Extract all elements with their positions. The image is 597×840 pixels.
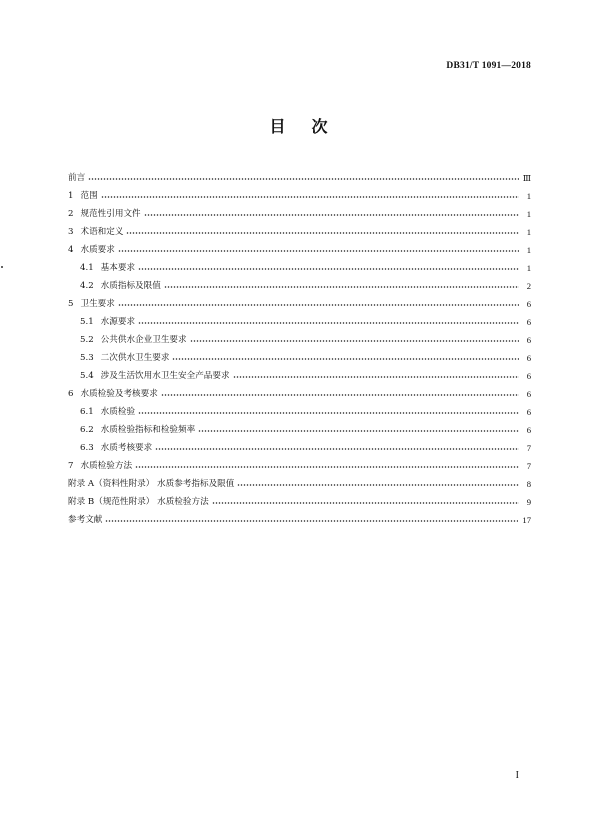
toc-leader-dots xyxy=(126,231,519,235)
toc-leader-dots xyxy=(138,267,519,271)
toc-entry-page: 6 xyxy=(526,299,531,309)
document-code: DB31/T 1091—2018 xyxy=(446,61,531,71)
toc-entry-text: 水质检验方法 xyxy=(80,461,133,471)
toc-entry-label xyxy=(80,281,164,291)
toc-entry-label xyxy=(68,515,105,525)
toc-entry-page: 8 xyxy=(526,479,531,489)
toc-entry-page: 1 xyxy=(526,245,531,255)
toc-entry-page: 6 xyxy=(526,389,531,399)
toc-entry[interactable] xyxy=(68,435,531,453)
toc-entry-label xyxy=(80,443,155,453)
toc-entry-text: 前言 xyxy=(68,173,86,183)
toc-entry-number: 3 xyxy=(68,227,74,237)
toc-entry-label xyxy=(68,479,237,489)
toc-entry-page: 7 xyxy=(526,443,531,453)
toc-entry-label xyxy=(68,191,101,201)
toc-entry-number: 5.1 xyxy=(80,317,94,327)
toc-entry-page: Ⅲ xyxy=(522,173,531,183)
toc-entry-text: 范围 xyxy=(80,191,98,201)
toc-entry-page: 1 xyxy=(526,263,531,273)
toc-entry-number: 6.1 xyxy=(80,407,94,417)
toc-entry-text: 基本要求 xyxy=(100,263,136,273)
table-of-contents xyxy=(68,165,531,525)
toc-leader-dots xyxy=(172,357,519,361)
toc-entry-text: 水质检验 xyxy=(100,407,136,417)
toc-entry-text: 规范性引用文件 xyxy=(80,209,141,219)
toc-entry-text: 公共供水企业卫生要求 xyxy=(100,335,187,345)
toc-entry-label xyxy=(80,371,233,381)
toc-entry-number: 6.3 xyxy=(80,443,94,453)
toc-entry-page: 6 xyxy=(526,353,531,363)
toc-entry[interactable] xyxy=(68,507,531,525)
toc-entry-text: 水质指标及限值 xyxy=(100,281,161,291)
toc-entry-text: 水质检验及考核要求 xyxy=(80,389,158,399)
toc-leader-dots xyxy=(88,177,519,181)
toc-leader-dots xyxy=(161,393,519,397)
toc-entry-text: 附录 A（资料性附录） 水质参考指标及限值 xyxy=(68,479,235,489)
toc-entry-label xyxy=(68,497,212,507)
toc-leader-dots xyxy=(118,249,519,253)
toc-entry-label xyxy=(80,263,138,273)
toc-entry[interactable] xyxy=(68,453,531,471)
toc-entry-text: 二次供水卫生要求 xyxy=(100,353,170,363)
toc-entry-label xyxy=(80,317,138,327)
toc-entry[interactable] xyxy=(68,489,531,507)
toc-entry[interactable] xyxy=(68,255,531,273)
toc-entry-text: 水质要求 xyxy=(80,245,115,255)
toc-entry-text: 卫生要求 xyxy=(80,299,115,309)
toc-entry-page: 6 xyxy=(526,371,531,381)
toc-entry-number: 6.2 xyxy=(80,425,94,435)
toc-entry-text: 水质检验指标和检验频率 xyxy=(100,425,196,435)
toc-entry-number: 7 xyxy=(68,461,74,471)
toc-entry[interactable] xyxy=(68,273,531,291)
toc-entry[interactable] xyxy=(68,471,531,489)
toc-entry-number: 1 xyxy=(68,191,74,201)
toc-entry-label xyxy=(68,173,88,183)
toc-entry-text: 附录 B（规范性附录） 水质检验方法 xyxy=(68,497,209,507)
toc-entry-text: 水源要求 xyxy=(100,317,136,327)
toc-entry[interactable] xyxy=(68,381,531,399)
toc-entry-number: 4 xyxy=(68,245,74,255)
toc-entry-page: 17 xyxy=(522,515,531,525)
toc-entry[interactable] xyxy=(68,309,531,327)
toc-leader-dots xyxy=(190,339,519,343)
toc-leader-dots xyxy=(212,501,519,505)
toc-leader-dots xyxy=(233,375,519,379)
toc-entry[interactable] xyxy=(68,237,531,255)
toc-entry-page: 9 xyxy=(526,497,531,507)
toc-entry-page: 1 xyxy=(526,227,531,237)
toc-entry-number: 5 xyxy=(68,299,74,309)
toc-entry-label xyxy=(68,227,126,237)
toc-entry-text: 涉及生活饮用水卫生安全产品要求 xyxy=(100,371,230,381)
toc-entry[interactable] xyxy=(68,399,531,417)
toc-entry-label xyxy=(68,299,118,309)
toc-entry-label xyxy=(68,209,144,219)
toc-entry-page: 1 xyxy=(526,191,531,201)
toc-entry-label xyxy=(80,353,172,363)
toc-entry-page: 2 xyxy=(526,281,531,291)
toc-leader-dots xyxy=(105,519,518,523)
toc-entry-label xyxy=(68,389,161,399)
toc-entry[interactable] xyxy=(68,201,531,219)
toc-leader-dots xyxy=(135,465,519,469)
toc-entry-page: 6 xyxy=(526,425,531,435)
toc-entry-page: 1 xyxy=(526,209,531,219)
toc-entry-text: 参考文献 xyxy=(68,515,103,525)
toc-entry-text: 术语和定义 xyxy=(80,227,124,237)
toc-entry[interactable] xyxy=(68,327,531,345)
toc-entry-label xyxy=(80,335,190,345)
toc-entry[interactable] xyxy=(68,345,531,363)
toc-entry-label xyxy=(68,461,135,471)
toc-leader-dots xyxy=(138,321,519,325)
toc-entry-page: 6 xyxy=(526,407,531,417)
toc-leader-dots xyxy=(144,213,519,217)
toc-entry[interactable] xyxy=(68,165,531,183)
toc-leader-dots xyxy=(118,303,519,307)
toc-entry-page: 6 xyxy=(526,335,531,345)
toc-leader-dots xyxy=(101,195,519,199)
page-number: I xyxy=(515,770,519,781)
toc-leader-dots xyxy=(198,429,519,433)
toc-entry-number: 6 xyxy=(68,389,74,399)
edge-mark xyxy=(1,266,3,268)
toc-leader-dots xyxy=(138,411,519,415)
toc-entry-number: 2 xyxy=(68,209,74,219)
toc-entry-text: 水质考核要求 xyxy=(100,443,153,453)
toc-leader-dots xyxy=(237,483,519,487)
toc-entry[interactable] xyxy=(68,291,531,309)
toc-entry[interactable] xyxy=(68,219,531,237)
toc-entry-number: 4.1 xyxy=(80,263,94,273)
toc-entry-page: 7 xyxy=(526,461,531,471)
toc-entry[interactable] xyxy=(68,417,531,435)
toc-entry-number: 5.4 xyxy=(80,371,94,381)
toc-entry-label xyxy=(68,245,118,255)
toc-entry[interactable] xyxy=(68,183,531,201)
toc-leader-dots xyxy=(155,447,519,451)
toc-entry[interactable] xyxy=(68,363,531,381)
toc-entry-number: 5.3 xyxy=(80,353,94,363)
toc-entry-page: 6 xyxy=(526,317,531,327)
toc-entry-label xyxy=(80,407,138,417)
toc-entry-label xyxy=(80,425,198,435)
toc-leader-dots xyxy=(164,285,519,289)
toc-entry-number: 4.2 xyxy=(80,281,94,291)
toc-entry-number: 5.2 xyxy=(80,335,94,345)
page-title: 目次 xyxy=(269,117,354,136)
